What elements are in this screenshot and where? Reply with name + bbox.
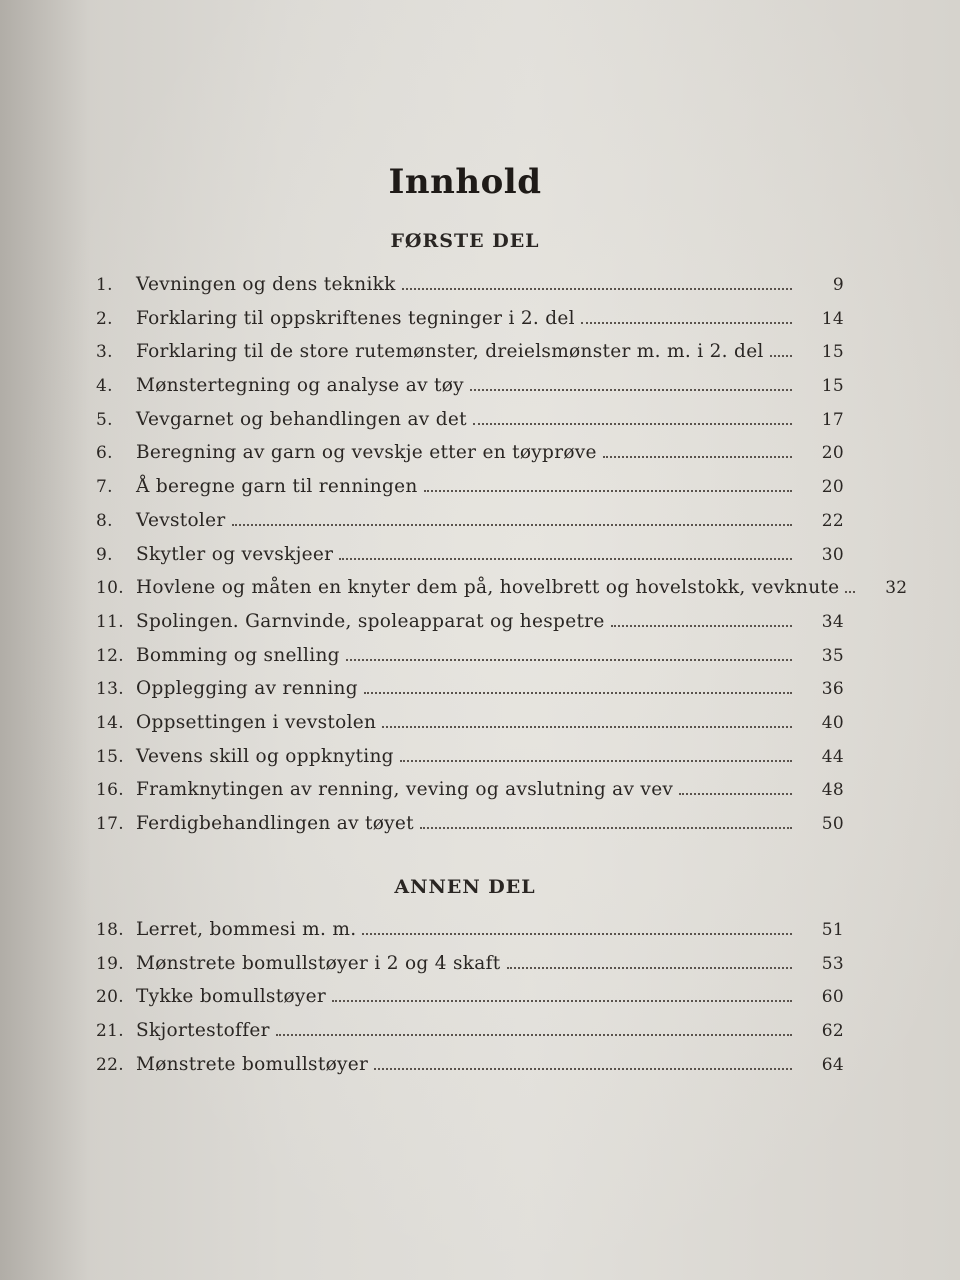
- toc-entry-label: Mønstertegning og analyse av tøy: [136, 375, 464, 397]
- toc-entry-label: Hovlene og måten en knyter dem på, hovelbrett og hovelstokk, vevknute: [136, 577, 840, 599]
- toc-entry-number: 17.: [96, 814, 124, 834]
- toc-entry: [96, 341, 844, 375]
- toc-entry-number: 9.: [96, 544, 113, 565]
- dot-leader: [679, 792, 792, 795]
- toc-entry-page: 50: [821, 814, 844, 834]
- toc-entry-number: 20.: [96, 987, 124, 1008]
- toc-entry-label: Bomming og snelling: [136, 644, 340, 666]
- dot-leader: [402, 287, 792, 290]
- dot-leader: [382, 725, 792, 728]
- toc-entry-number: 1.: [96, 275, 113, 295]
- part1-heading: FØRSTE DEL: [390, 230, 540, 252]
- toc-entry-label: Opplegging av renning: [136, 678, 358, 700]
- toc-entry-label: Ferdigbehandlingen av tøyet: [136, 813, 414, 834]
- dot-leader: [603, 455, 792, 458]
- dot-leader: [362, 932, 792, 935]
- dot-leader: [611, 624, 792, 627]
- toc-entry: [96, 1020, 844, 1054]
- toc-entry-page: 44: [821, 746, 844, 767]
- toc-entry-page: 15: [821, 376, 844, 397]
- toc-entry: [96, 308, 844, 342]
- toc-entry-page: 20: [821, 477, 844, 498]
- toc-entry-number: 21.: [96, 1021, 124, 1042]
- part2-toc-list: [96, 919, 844, 1087]
- toc-entry-label: Vevgarnet og behandlingen av det: [136, 408, 467, 430]
- toc-entry-number: 7.: [96, 477, 113, 498]
- toc-entry: [96, 274, 844, 308]
- toc-entry: [96, 544, 844, 578]
- dot-leader: [473, 422, 792, 425]
- toc-entry-page: 51: [821, 920, 844, 940]
- toc-entry: [96, 510, 844, 544]
- toc-entry-page: 60: [821, 987, 844, 1008]
- toc-entry-label: Mønstrete bomullstøyer: [136, 1053, 369, 1075]
- toc-entry-label: Tykke bomullstøyer: [136, 986, 327, 1008]
- toc-entry-label: Vevens skill og oppknyting: [136, 745, 394, 767]
- toc-entry-page: 15: [821, 342, 844, 363]
- dot-leader: [507, 966, 792, 969]
- toc-entry: [96, 986, 844, 1020]
- toc-entry: [96, 678, 844, 712]
- toc-entry-number: 2.: [96, 308, 113, 329]
- toc-entry-number: 8.: [96, 510, 113, 531]
- toc-entry-number: 13.: [96, 679, 124, 700]
- dot-leader: [470, 388, 792, 391]
- toc-entry-page: 9: [832, 275, 844, 295]
- toc-entry-number: 19.: [96, 953, 124, 974]
- toc-entry-page: 20: [821, 443, 844, 464]
- toc-entry-number: 18.: [96, 920, 124, 940]
- dot-leader: [581, 321, 792, 324]
- toc-entry-page: 34: [821, 611, 844, 632]
- toc-entry-page: 35: [821, 645, 844, 666]
- toc-entry: [96, 409, 844, 443]
- toc-entry: [96, 442, 844, 476]
- toc-entry-page: 17: [821, 409, 844, 430]
- toc-entry-page: 32: [885, 578, 908, 599]
- toc-entry: [96, 813, 844, 847]
- dot-leader: [424, 489, 792, 492]
- toc-entry-number: 12.: [96, 645, 124, 666]
- toc-entry-label: Beregning av garn og vevskje etter en tøyprøve: [136, 442, 597, 464]
- dot-leader: [276, 1033, 792, 1036]
- dot-leader: [420, 826, 792, 829]
- toc-entry-page: 30: [821, 544, 844, 565]
- dot-leader: [374, 1067, 792, 1070]
- toc-entry: [96, 712, 844, 746]
- dot-leader: [400, 759, 792, 762]
- toc-entry-page: 62: [821, 1021, 844, 1042]
- toc-entry-number: 6.: [96, 443, 113, 464]
- toc-entry-number: 14.: [96, 712, 124, 733]
- toc-entry: [96, 1054, 844, 1088]
- toc-entry: [96, 919, 844, 953]
- toc-entry: [96, 611, 844, 645]
- toc-entry-page: 53: [821, 953, 844, 974]
- toc-entry: [96, 953, 844, 987]
- dot-leader: [346, 658, 792, 661]
- toc-entry: [96, 476, 844, 510]
- dot-leader: [339, 557, 792, 560]
- dot-leader: [332, 999, 792, 1002]
- toc-entry-number: 16.: [96, 780, 124, 801]
- toc-entry-label: Forklaring til oppskriftenes tegninger i 2. del: [136, 307, 575, 329]
- toc-entry-page: 48: [821, 780, 844, 801]
- toc-entry-number: 22.: [96, 1054, 124, 1075]
- toc-entry-label: Vevningen og dens teknikk: [136, 274, 396, 295]
- toc-entry-label: Lerret, bommesi m. m.: [136, 919, 357, 940]
- page-title: Innhold: [388, 162, 542, 202]
- dot-leader: [845, 590, 855, 593]
- toc-entry-number: 10.: [96, 578, 124, 599]
- toc-entry: [96, 577, 908, 611]
- dot-leader: [364, 691, 792, 694]
- toc-entry: [96, 645, 844, 679]
- part2-heading: ANNEN DEL: [394, 876, 536, 898]
- toc-entry-label: Å beregne garn til renningen: [136, 476, 418, 498]
- toc-entry-page: 40: [821, 712, 844, 733]
- toc-entry-page: 14: [821, 308, 844, 329]
- toc-entry-label: Forklaring til de store rutemønster, dreielsmønster m. m. i 2. del: [136, 341, 764, 363]
- toc-entry: [96, 779, 844, 813]
- dot-leader: [232, 523, 792, 526]
- toc-entry: [96, 746, 844, 780]
- dot-leader: [770, 354, 792, 357]
- toc-entry-number: 5.: [96, 409, 113, 430]
- toc-entry-number: 15.: [96, 746, 124, 767]
- toc-entry-label: Spolingen. Garnvinde, spoleapparat og hespetre: [136, 610, 605, 632]
- toc-entry-label: Skytler og vevskjeer: [136, 543, 334, 565]
- toc-entry-number: 11.: [96, 611, 124, 632]
- toc-entry-label: Skjortestoffer: [136, 1020, 270, 1042]
- toc-entry-label: Oppsettingen i vevstolen: [136, 711, 377, 733]
- toc-entry-page: 36: [821, 679, 844, 700]
- toc-entry-label: Framknytingen av renning, veving og avslutning av vev: [136, 779, 674, 801]
- toc-entry-page: 22: [821, 510, 844, 531]
- toc-entry-label: Mønstrete bomullstøyer i 2 og 4 skaft: [136, 952, 501, 974]
- toc-entry-label: Vevstoler: [136, 509, 226, 531]
- toc-entry-page: 64: [821, 1054, 844, 1075]
- toc-entry-number: 4.: [96, 376, 113, 397]
- toc-entry-number: 3.: [96, 342, 113, 363]
- toc-entry: [96, 375, 844, 409]
- part1-toc-list: [96, 274, 908, 847]
